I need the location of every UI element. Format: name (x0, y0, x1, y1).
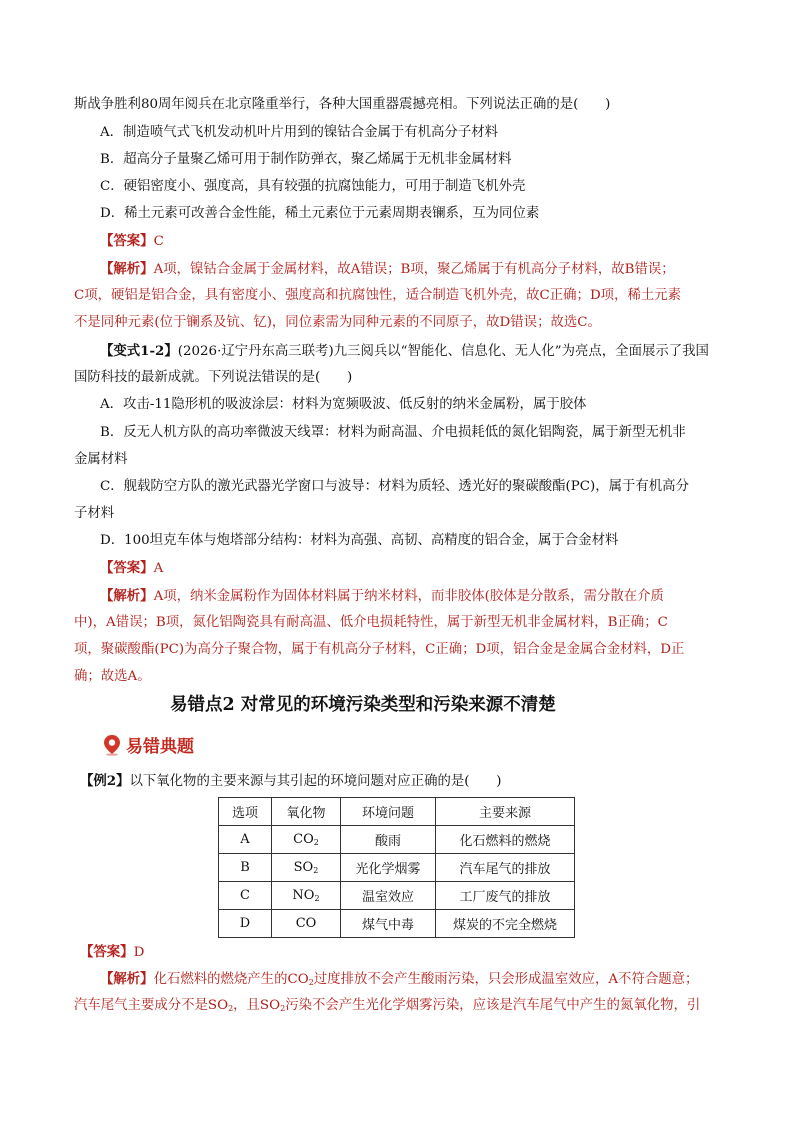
q2-option-d: D．100坦克车体与炮塔部分结构：材料为高强、高韧、高精度的铝合金，属于合金材料 (100, 533, 619, 548)
example-stem-text: 以下氧化物的主要来源与其引起的环境问题对应正确的是( ) (129, 774, 502, 789)
q1-option-d: D．稀土元素可改善合金性能，稀土元素位于元素周期表镧系，互为同位素 (100, 206, 540, 221)
table-cell (272, 826, 341, 854)
q2-label: 【变式1-2】 (100, 343, 178, 359)
formula-subscript: 2 (314, 894, 320, 903)
table-cell: 煤气中毒 (341, 910, 436, 938)
answer-value: D (133, 945, 145, 960)
example-analysis-line-1 (100, 970, 720, 992)
example-stem (80, 772, 726, 791)
analysis-label: 【解析】 (100, 588, 154, 604)
q1-answer (100, 232, 746, 251)
table-cell: 煤炭的不完全燃烧 (436, 910, 575, 938)
options-table (218, 797, 575, 938)
table-cell: B (219, 854, 272, 882)
table-header-cell: 氧化物 (272, 798, 341, 826)
example-answer (80, 943, 726, 962)
analysis-text: 化石燃料的燃烧产生的CO (153, 972, 309, 987)
q1-option-c: C．硬铝密度小、强度高，具有较强的抗腐蚀能力，可用于制造飞机外壳 (100, 179, 526, 194)
q2-analysis-line-3: 项，聚碳酸酯(PC)为高分子聚合物，属于有机高分子材料，C正确；D项，铝合金是金属合金材料，D正 (74, 642, 685, 657)
analysis-text: ，且SO (233, 998, 281, 1013)
q1-option-a: A．制造喷气式飞机发动机叶片用到的镍钴合金属于有机高分子材料 (100, 125, 498, 140)
answer-value: A (153, 561, 164, 576)
formula-subscript: 2 (313, 838, 319, 847)
answer-label: 【答案】 (80, 944, 134, 960)
analysis-text: A项，镍钴合金属于金属材料，故A错误；B项，聚乙烯属于有机高分子材料，故B错误； (153, 262, 675, 277)
formula-subscript: 2 (280, 1004, 286, 1013)
q2-option-c-cont: 子材料 (74, 506, 115, 521)
q2-analysis-line-2: 中)，A错误；B项，氮化铝陶瓷具有耐高温、低介电损耗特性，属于新型无机非金属材料，B正确；C (74, 615, 668, 630)
table-header-row (219, 798, 575, 826)
table-cell: A (219, 826, 272, 854)
q1-analysis-line-2: C项，硬铝是铝合金，具有密度小、强度高和抗腐蚀性，适合制造飞机外壳，故C正确；D项，稀土元素 (74, 288, 682, 303)
analysis-label: 【解析】 (100, 971, 154, 987)
table-cell (272, 910, 341, 938)
table-row (219, 826, 575, 854)
formula-text: CO (293, 832, 314, 847)
formula-text: CO (295, 916, 317, 931)
formula-subscript: 2 (308, 978, 314, 987)
analysis-text: 污染不会产生光化学烟雾污染，应该是汽车尾气中产生的氮氧化物，引 (285, 998, 701, 1013)
table-cell: 温室效应 (341, 882, 436, 910)
table-cell: 光化学烟雾 (341, 854, 436, 882)
table-row (219, 882, 575, 910)
analysis-text: 汽车尾气主要成分不是SO (74, 998, 229, 1013)
formula-subscript: 2 (228, 1004, 234, 1013)
table-header-cell: 主要来源 (436, 798, 575, 826)
q2-stem-line-1 (100, 342, 720, 361)
q2-answer (100, 559, 746, 578)
q2-option-b-cont: 金属材料 (74, 452, 128, 467)
analysis-text: A项，纳米金属粉作为固体材料属于纳米材料，而非胶体(胶体是分散系，需分散在介质 (153, 589, 664, 604)
q1-analysis-line-1 (100, 260, 720, 279)
q2-stem-text: (2026·辽宁丹东高三联考)九三阅兵以“智能化、信息化、无人化”为亮点，全面展示了我国 (177, 344, 709, 359)
answer-label: 【答案】 (100, 233, 154, 249)
table-row (219, 910, 575, 938)
analysis-text: 过度排放不会产生酸雨污染，只会形成温室效应，A不符合题意； (313, 972, 699, 987)
q2-stem-line-2: 国防科技的最新成就。下列说法错误的是( ) (74, 370, 353, 385)
table-cell: 酸雨 (341, 826, 436, 854)
formula-subscript: 2 (313, 866, 319, 875)
q2-option-a: A．攻击-11隐形机的吸波涂层：材料为宽频吸波、低反射的纳米金属粉，属于胶体 (100, 397, 587, 412)
table-cell (272, 882, 341, 910)
analysis-label: 【解析】 (100, 261, 154, 277)
answer-label: 【答案】 (100, 560, 154, 576)
table-cell: D (219, 910, 272, 938)
table-cell (272, 854, 341, 882)
example-analysis-line-2 (74, 997, 720, 1018)
q2-option-b: B．反无人机方队的高功率微波天线罩：材料为耐高温、介电损耗低的氮化铝陶瓷，属于新型无机非 (100, 425, 686, 440)
formula-text: SO (293, 860, 314, 875)
section-heading: 易错点2 对常见的环境污染类型和污染来源不清楚 (170, 695, 556, 715)
table-header-cell: 环境问题 (341, 798, 436, 826)
q2-option-c: C．舰载防空方队的激光武器光学窗口与波导：材料为质轻、透光好的聚碳酸酯(PC)，属于有机高分 (100, 479, 689, 494)
table-cell: 化石燃料的燃烧 (436, 826, 575, 854)
table-row (219, 854, 575, 882)
example-label: 【例2】 (80, 773, 130, 789)
location-pin-icon (102, 734, 122, 756)
answer-value: C (153, 234, 164, 249)
q1-analysis-line-3: 不是同种元素(位于镧系及钪、钇)，同位素需为同种元素的不同原子，故D错误；故选C。 (74, 315, 601, 330)
section-title-block (102, 732, 194, 757)
formula-text: NO (292, 888, 315, 903)
table-cell: 汽车尾气的排放 (436, 854, 575, 882)
q1-option-b: B．超高分子量聚乙烯可用于制作防弹衣，聚乙烯属于无机非金属材料 (100, 152, 512, 167)
table-cell: C (219, 882, 272, 910)
section-title: 易错典题 (126, 737, 194, 757)
q2-analysis-line-4: 确；故选A。 (74, 669, 151, 684)
q1-stem: 斯战争胜利80周年阅兵在北京隆重举行，各种大国重器震撼亮相。下列说法正确的是( ) (74, 97, 611, 112)
q2-analysis-line-1 (100, 587, 720, 606)
table-header-cell: 选项 (219, 798, 272, 826)
table-cell: 工厂废气的排放 (436, 882, 575, 910)
